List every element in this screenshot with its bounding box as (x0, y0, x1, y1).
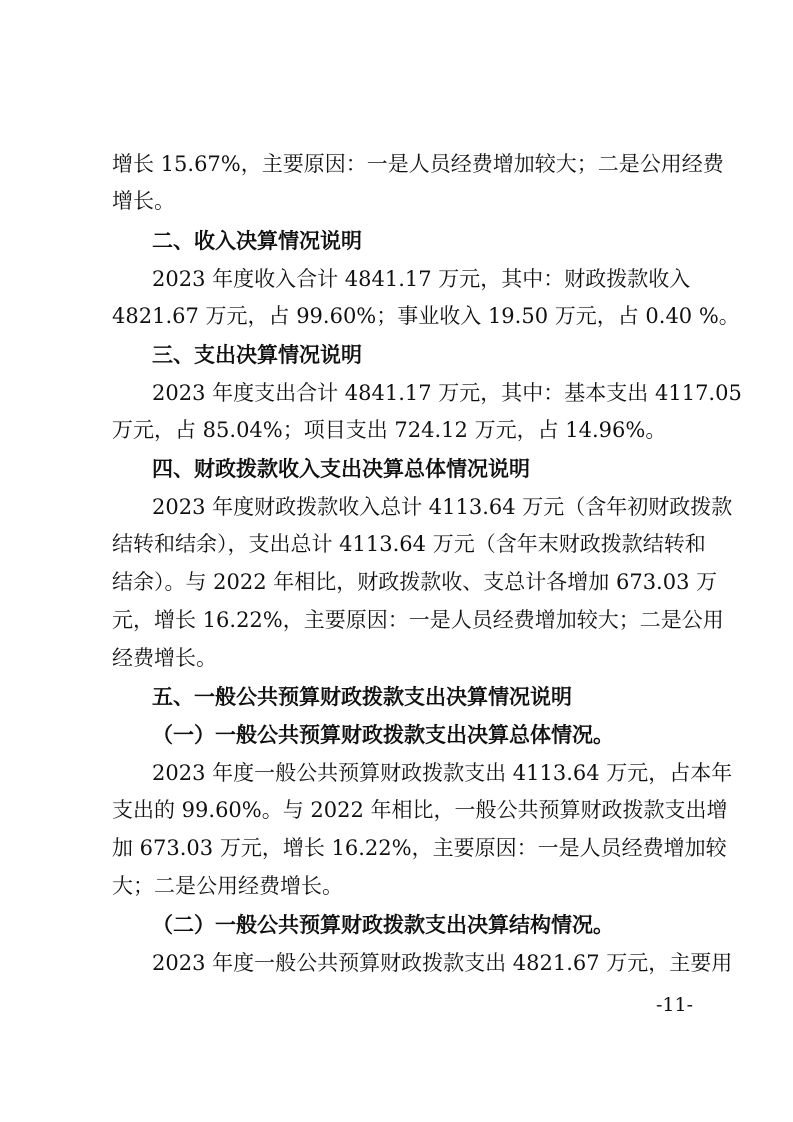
section-heading-income: 二、收入决算情况说明 (152, 229, 362, 253)
paragraph-line: 结转和结余），支出总计 4113.64 万元（含年末财政拨款结转和 (112, 532, 706, 556)
section-heading-expenditure: 三、支出决算情况说明 (152, 343, 362, 367)
paragraph-line: 2023 年度财政拨款收入总计 4113.64 万元（含年初财政拨款 (152, 495, 733, 519)
paragraph-line: 2023 年度一般公共预算财政拨款支出 4113.64 万元，占本年 (152, 761, 733, 785)
paragraph-line: 万元，占 85.04%；项目支出 724.12 万元，占 14.96%。 (112, 418, 667, 442)
section-heading-general-budget: 五、一般公共预算财政拨款支出决算情况说明 (152, 685, 572, 709)
paragraph-line: 结余）。与 2022 年相比，财政拨款收、支总计各增加 673.03 万 (112, 570, 718, 594)
paragraph-line: 支出的 99.60%。与 2022 年相比，一般公共预算财政拨款支出增 (112, 798, 728, 822)
paragraph-line: 元，增长 16.22%，主要原因：一是人员经费增加较大；二是公用 (112, 608, 724, 632)
page-number: -11- (655, 994, 693, 1016)
paragraph-line: 4821.67 万元，占 99.60%；事业收入 19.50 万元，占 0.40 %。 (112, 304, 740, 328)
paragraph-line: 2023 年度收入合计 4841.17 万元，其中：财政拨款收入 (152, 267, 691, 291)
section-heading-fiscal-appropriation: 四、财政拨款收入支出决算总体情况说明 (152, 457, 530, 481)
paragraph-line: 2023 年度一般公共预算财政拨款支出 4821.67 万元，主要用 (152, 951, 733, 975)
paragraph-line: 经费增长。 (112, 646, 217, 670)
subsection-heading-structure: （二）一般公共预算财政拨款支出决算结构情况。 (152, 912, 614, 937)
subsection-heading-overall: （一）一般公共预算财政拨款支出决算总体情况。 (152, 722, 614, 747)
paragraph-line: 大；二是公用经费增长。 (112, 874, 343, 898)
paragraph-line: 加 673.03 万元，增长 16.22%，主要原因：一是人员经费增加较 (112, 836, 727, 860)
paragraph-line: 2023 年度支出合计 4841.17 万元，其中：基本支出 4117.05 (152, 381, 742, 405)
paragraph-line: 增长 15.67%，主要原因：一是人员经费增加较大；二是公用经费 (112, 152, 724, 176)
paragraph-line: 增长。 (112, 189, 175, 213)
